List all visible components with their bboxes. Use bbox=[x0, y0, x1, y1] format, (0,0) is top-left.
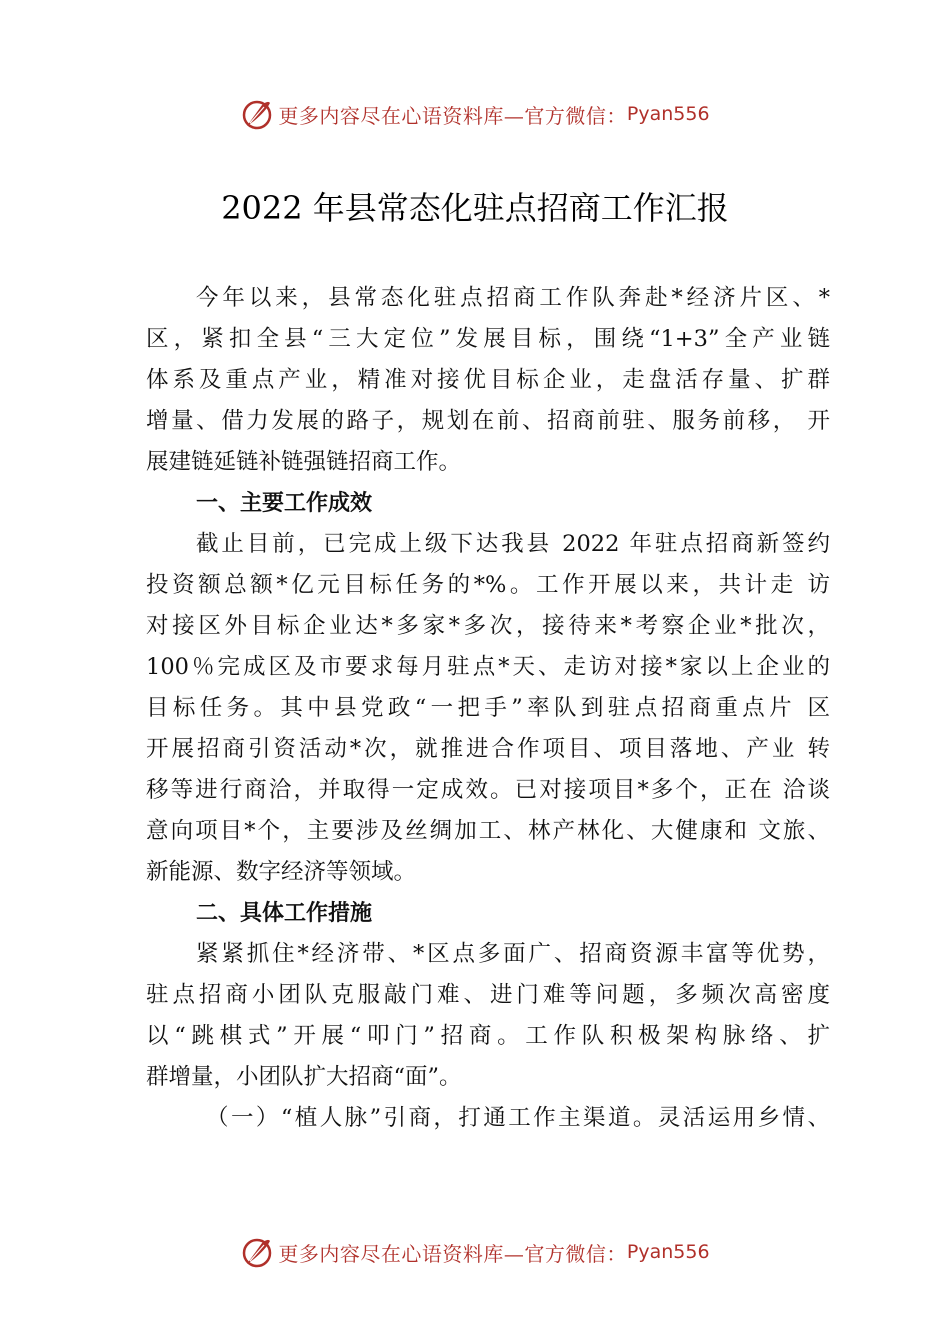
paragraph-line: 体系及重点产业，精准对接优目标企业，走盘活存量、扩群 bbox=[146, 367, 830, 393]
paragraph-line: 今年以来，县常态化驻点招商工作队奔赴*经济片区、* bbox=[196, 285, 830, 311]
paragraph-line: 驻点招商小团队克服敲门难、进门难等问题，多频次高密度 bbox=[146, 982, 830, 1008]
feather-pen-logo-icon bbox=[240, 1235, 274, 1269]
paragraph-line: 对接区外目标企业达*多家*多次，接待来*考察企业*批次， bbox=[146, 613, 830, 639]
document-body bbox=[146, 278, 830, 1139]
paragraph-line: 意向项目*个，主要涉及丝绸加工、林产林化、大健康和 文旅、 bbox=[146, 818, 830, 844]
paragraph-line: 移等进行商洽，并取得一定成效。已对接项目*多个，正在 洽谈 bbox=[146, 777, 830, 803]
watermark-brand-text: 更多内容尽在心语资料库—官方微信： bbox=[278, 1241, 627, 1266]
paragraph-line: 投资额总额*亿元目标任务的*%。工作开展以来，共计走 访 bbox=[146, 572, 830, 598]
watermark-wechat-id: Pyan556 bbox=[626, 1241, 710, 1263]
document-title: 2022 年县常态化驻点招商工作汇报 bbox=[221, 189, 729, 227]
watermark-brand-text: 更多内容尽在心语资料库—官方微信： bbox=[278, 103, 627, 128]
paragraph-line: 展建链延链补链强链招商工作。 bbox=[146, 449, 462, 475]
paragraph-line: 新能源、数字经济等领域。 bbox=[146, 859, 417, 885]
section-heading-2: 二、具体工作措施 bbox=[196, 901, 373, 926]
footer-watermark-banner bbox=[0, 1230, 950, 1274]
paragraph-line: 100％完成区及市要求每月驻点*天、走访对接*家以上企业的 bbox=[146, 654, 830, 680]
paragraph-line: 紧紧抓住*经济带、*区点多面广、招商资源丰富等优势， bbox=[196, 941, 830, 967]
paragraph-line: 以“跳棋式”开展“叩门”招商。工作队积极架构脉络、扩 bbox=[146, 1023, 830, 1049]
paragraph-line: 截止目前，已完成上级下达我县 2022 年驻点招商新签约 bbox=[196, 531, 830, 557]
watermark-wechat-id: Pyan556 bbox=[626, 103, 710, 125]
paragraph-line: 区，紧扣全县“三大定位”发展目标，围绕“1+3”全产业链 bbox=[146, 326, 830, 352]
section-heading-1: 一、主要工作成效 bbox=[196, 491, 373, 516]
paragraph-line: 目标任务。其中县党政“一把手”率队到驻点招商重点片 区 bbox=[146, 695, 830, 721]
feather-pen-logo-icon bbox=[240, 97, 274, 131]
header-watermark-banner bbox=[0, 92, 950, 136]
subsection-line: （一）“植人脉”引商，打通工作主渠道。灵活运用乡情、 bbox=[206, 1105, 830, 1131]
paragraph-line: 群增量，小团队扩大招商“面”。 bbox=[146, 1064, 462, 1090]
paragraph-line: 增量、借力发展的路子，规划在前、招商前驻、服务前移， 开 bbox=[146, 408, 830, 434]
paragraph-line: 开展招商引资活动*次，就推进合作项目、项目落地、产业 转 bbox=[146, 736, 830, 762]
